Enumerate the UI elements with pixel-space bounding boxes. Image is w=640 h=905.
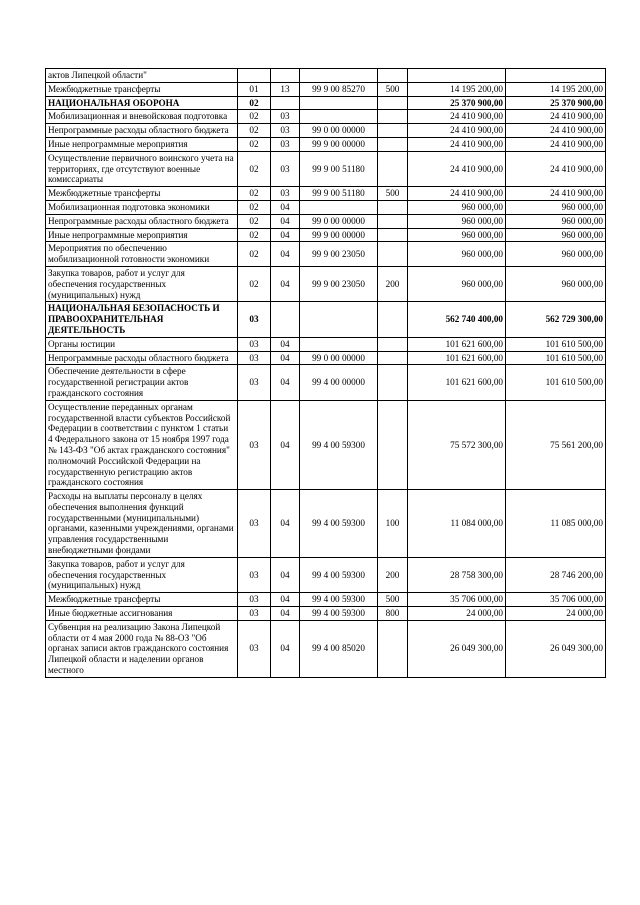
amount-year2-cell: 960 000,00: [506, 242, 606, 267]
amount-year1-cell: 562 740 400,00: [408, 302, 506, 337]
table-row: [46, 490, 606, 558]
budget-table: [45, 68, 606, 678]
target-article-cell: [300, 200, 378, 214]
target-article-cell: 99 9 00 23050: [300, 266, 378, 301]
subsection-code-cell: 04: [271, 351, 300, 365]
amount-year2-cell: 24 410 900,00: [506, 187, 606, 201]
expense-name-cell: Иные непрограммные мероприятия: [46, 137, 238, 151]
amount-year1-cell: 35 706 000,00: [408, 593, 506, 607]
target-article-cell: 99 0 00 00000: [300, 351, 378, 365]
subsection-code-cell: 03: [271, 137, 300, 151]
subsection-code-cell: [271, 69, 300, 83]
target-article-cell: 99 9 00 23050: [300, 242, 378, 267]
expense-name-cell: Обеспечение деятельности в сфере государственной регистрации актов гражданского состояния: [46, 365, 238, 400]
table-row: [46, 137, 606, 151]
expense-type-cell: [378, 351, 408, 365]
expense-name-cell: Межбюджетные трансферты: [46, 593, 238, 607]
table-row: [46, 365, 606, 400]
subsection-code-cell: [271, 96, 300, 110]
amount-year2-cell: 35 706 000,00: [506, 593, 606, 607]
subsection-code-cell: 04: [271, 266, 300, 301]
expense-type-cell: 500: [378, 187, 408, 201]
table-row: [46, 351, 606, 365]
amount-year1-cell: 24 410 900,00: [408, 151, 506, 186]
expense-name-cell: Иные непрограммные мероприятия: [46, 228, 238, 242]
table-row: [46, 266, 606, 301]
target-article-cell: [300, 302, 378, 337]
section-code-cell: 03: [238, 607, 271, 621]
expense-name-cell: Расходы на выплаты персоналу в целях обеспечения выполнения функций государственными (муниципальными) органами, казенными учреждениями, органами управления государственными внебюджетными фондами: [46, 490, 238, 558]
target-article-cell: 99 9 00 00000: [300, 137, 378, 151]
section-code-cell: 02: [238, 96, 271, 110]
amount-year1-cell: 25 370 900,00: [408, 96, 506, 110]
target-article-cell: [300, 337, 378, 351]
expense-name-cell: Мобилизационная и вневойсковая подготовка: [46, 110, 238, 124]
amount-year2-cell: 960 000,00: [506, 200, 606, 214]
amount-year1-cell: 101 621 600,00: [408, 337, 506, 351]
section-code-cell: 02: [238, 110, 271, 124]
expense-type-cell: [378, 69, 408, 83]
section-code-cell: 03: [238, 400, 271, 489]
amount-year2-cell: 25 370 900,00: [506, 96, 606, 110]
amount-year2-cell: 14 195 200,00: [506, 82, 606, 96]
target-article-cell: 99 4 00 59300: [300, 490, 378, 558]
expense-type-cell: [378, 620, 408, 677]
table-row: [46, 151, 606, 186]
amount-year1-cell: 101 621 600,00: [408, 351, 506, 365]
subsection-code-cell: 03: [271, 187, 300, 201]
table-row: [46, 124, 606, 138]
amount-year1-cell: [408, 69, 506, 83]
amount-year2-cell: 562 729 300,00: [506, 302, 606, 337]
expense-type-cell: 200: [378, 557, 408, 592]
amount-year1-cell: 24 410 900,00: [408, 110, 506, 124]
table-row: [46, 302, 606, 337]
expense-type-cell: [378, 228, 408, 242]
amount-year1-cell: 24 410 900,00: [408, 137, 506, 151]
expense-type-cell: [378, 365, 408, 400]
section-code-cell: 02: [238, 266, 271, 301]
expense-name-cell: Осуществление переданных органам государственной власти субъектов Российской Федерации в соответствии с пунктом 1 статьи 4 Федерального закона от 15 ноября 1997 года № 143-ФЗ "Об актах гражданского состояния" полномочий Российской Федерации на государственную регистрацию актов гражданского состояния: [46, 400, 238, 489]
amount-year1-cell: 960 000,00: [408, 228, 506, 242]
table-row: [46, 214, 606, 228]
table-row: [46, 96, 606, 110]
expense-name-cell: Осуществление первичного воинского учета на территориях, где отсутствуют военные комиссариаты: [46, 151, 238, 186]
section-code-cell: 03: [238, 351, 271, 365]
expense-name-cell: Мобилизационная подготовка экономики: [46, 200, 238, 214]
expense-type-cell: [378, 214, 408, 228]
expense-name-cell: Мероприятия по обеспечению мобилизационной готовности экономики: [46, 242, 238, 267]
expense-name-cell: Межбюджетные трансферты: [46, 187, 238, 201]
expense-type-cell: [378, 96, 408, 110]
expense-name-cell: актов Липецкой области": [46, 69, 238, 83]
section-code-cell: 02: [238, 151, 271, 186]
table-row: [46, 200, 606, 214]
amount-year2-cell: 24 000,00: [506, 607, 606, 621]
target-article-cell: 99 4 00 00000: [300, 365, 378, 400]
section-code-cell: 02: [238, 242, 271, 267]
table-row: [46, 242, 606, 267]
subsection-code-cell: 04: [271, 214, 300, 228]
subsection-code-cell: [271, 302, 300, 337]
table-row: [46, 337, 606, 351]
amount-year2-cell: 101 610 500,00: [506, 337, 606, 351]
table-row: [46, 620, 606, 677]
expense-name-cell: Органы юстиции: [46, 337, 238, 351]
expense-name-cell: Непрограммные расходы областного бюджета: [46, 351, 238, 365]
target-article-cell: 99 4 00 85020: [300, 620, 378, 677]
subsection-code-cell: 13: [271, 82, 300, 96]
expense-type-cell: 800: [378, 607, 408, 621]
amount-year2-cell: 11 085 000,00: [506, 490, 606, 558]
table-row: [46, 607, 606, 621]
amount-year1-cell: 960 000,00: [408, 242, 506, 267]
table-row: [46, 228, 606, 242]
section-code-cell: 02: [238, 214, 271, 228]
subsection-code-cell: 03: [271, 151, 300, 186]
expense-type-cell: [378, 242, 408, 267]
target-article-cell: 99 9 00 85270: [300, 82, 378, 96]
section-code-cell: [238, 69, 271, 83]
target-article-cell: [300, 69, 378, 83]
section-code-cell: 02: [238, 200, 271, 214]
expense-type-cell: [378, 137, 408, 151]
target-article-cell: 99 9 00 00000: [300, 228, 378, 242]
expense-type-cell: 200: [378, 266, 408, 301]
expense-name-cell: Субвенция на реализацию Закона Липецкой области от 4 мая 2000 года № 88-ОЗ "Об органах записи актов гражданского состояния Липецкой области и наделении органов местного: [46, 620, 238, 677]
subsection-code-cell: 03: [271, 124, 300, 138]
target-article-cell: 99 4 00 59300: [300, 400, 378, 489]
target-article-cell: 99 4 00 59300: [300, 607, 378, 621]
amount-year1-cell: 75 572 300,00: [408, 400, 506, 489]
table-row: [46, 82, 606, 96]
expense-type-cell: [378, 124, 408, 138]
subsection-code-cell: 04: [271, 337, 300, 351]
section-code-cell: 02: [238, 137, 271, 151]
section-code-cell: 03: [238, 490, 271, 558]
amount-year2-cell: 75 561 200,00: [506, 400, 606, 489]
expense-type-cell: [378, 151, 408, 186]
expense-name-cell: НАЦИОНАЛЬНАЯ БЕЗОПАСНОСТЬ И ПРАВООХРАНИТЕЛЬНАЯ ДЕЯТЕЛЬНОСТЬ: [46, 302, 238, 337]
target-article-cell: [300, 110, 378, 124]
expense-type-cell: [378, 302, 408, 337]
table-row: [46, 187, 606, 201]
document-page: [45, 68, 605, 678]
section-code-cell: 03: [238, 337, 271, 351]
target-article-cell: [300, 96, 378, 110]
amount-year2-cell: 960 000,00: [506, 266, 606, 301]
expense-name-cell: НАЦИОНАЛЬНАЯ ОБОРОНА: [46, 96, 238, 110]
amount-year2-cell: 101 610 500,00: [506, 365, 606, 400]
subsection-code-cell: 04: [271, 365, 300, 400]
expense-name-cell: Непрограммные расходы областного бюджета: [46, 124, 238, 138]
expense-name-cell: Непрограммные расходы областного бюджета: [46, 214, 238, 228]
subsection-code-cell: 04: [271, 200, 300, 214]
expense-type-cell: [378, 200, 408, 214]
section-code-cell: 03: [238, 620, 271, 677]
table-row: [46, 557, 606, 592]
amount-year1-cell: 24 000,00: [408, 607, 506, 621]
amount-year2-cell: 24 410 900,00: [506, 110, 606, 124]
table-row: [46, 400, 606, 489]
section-code-cell: 02: [238, 228, 271, 242]
amount-year1-cell: 960 000,00: [408, 214, 506, 228]
amount-year2-cell: 960 000,00: [506, 228, 606, 242]
subsection-code-cell: 04: [271, 242, 300, 267]
expense-type-cell: [378, 337, 408, 351]
expense-name-cell: Закупка товаров, работ и услуг для обеспечения государственных (муниципальных) нужд: [46, 557, 238, 592]
table-row: [46, 69, 606, 83]
expense-type-cell: 100: [378, 490, 408, 558]
amount-year2-cell: 24 410 900,00: [506, 124, 606, 138]
amount-year2-cell: 28 746 200,00: [506, 557, 606, 592]
expense-type-cell: [378, 110, 408, 124]
amount-year1-cell: 11 084 000,00: [408, 490, 506, 558]
amount-year1-cell: 24 410 900,00: [408, 187, 506, 201]
section-code-cell: 03: [238, 302, 271, 337]
amount-year2-cell: 26 049 300,00: [506, 620, 606, 677]
expense-name-cell: Иные бюджетные ассигнования: [46, 607, 238, 621]
amount-year2-cell: 24 410 900,00: [506, 151, 606, 186]
amount-year1-cell: 101 621 600,00: [408, 365, 506, 400]
table-row: [46, 110, 606, 124]
target-article-cell: 99 0 00 00000: [300, 214, 378, 228]
target-article-cell: 99 4 00 59300: [300, 593, 378, 607]
amount-year1-cell: 28 758 300,00: [408, 557, 506, 592]
amount-year2-cell: [506, 69, 606, 83]
budget-table-body: [46, 69, 606, 678]
subsection-code-cell: 04: [271, 490, 300, 558]
expense-name-cell: Закупка товаров, работ и услуг для обеспечения государственных (муниципальных) нужд: [46, 266, 238, 301]
subsection-code-cell: 04: [271, 557, 300, 592]
amount-year2-cell: 960 000,00: [506, 214, 606, 228]
section-code-cell: 02: [238, 187, 271, 201]
expense-type-cell: 500: [378, 82, 408, 96]
section-code-cell: 03: [238, 365, 271, 400]
subsection-code-cell: 03: [271, 110, 300, 124]
section-code-cell: 02: [238, 124, 271, 138]
target-article-cell: 99 4 00 59300: [300, 557, 378, 592]
amount-year1-cell: 960 000,00: [408, 200, 506, 214]
amount-year2-cell: 24 410 900,00: [506, 137, 606, 151]
subsection-code-cell: 04: [271, 400, 300, 489]
subsection-code-cell: 04: [271, 228, 300, 242]
subsection-code-cell: 04: [271, 607, 300, 621]
amount-year1-cell: 14 195 200,00: [408, 82, 506, 96]
amount-year1-cell: 24 410 900,00: [408, 124, 506, 138]
target-article-cell: 99 0 00 00000: [300, 124, 378, 138]
subsection-code-cell: 04: [271, 593, 300, 607]
target-article-cell: 99 9 00 51180: [300, 187, 378, 201]
section-code-cell: 01: [238, 82, 271, 96]
amount-year1-cell: 960 000,00: [408, 266, 506, 301]
amount-year2-cell: 101 610 500,00: [506, 351, 606, 365]
expense-type-cell: [378, 400, 408, 489]
expense-type-cell: 500: [378, 593, 408, 607]
table-row: [46, 593, 606, 607]
section-code-cell: 03: [238, 557, 271, 592]
section-code-cell: 03: [238, 593, 271, 607]
subsection-code-cell: 04: [271, 620, 300, 677]
amount-year1-cell: 26 049 300,00: [408, 620, 506, 677]
target-article-cell: 99 9 00 51180: [300, 151, 378, 186]
expense-name-cell: Межбюджетные трансферты: [46, 82, 238, 96]
